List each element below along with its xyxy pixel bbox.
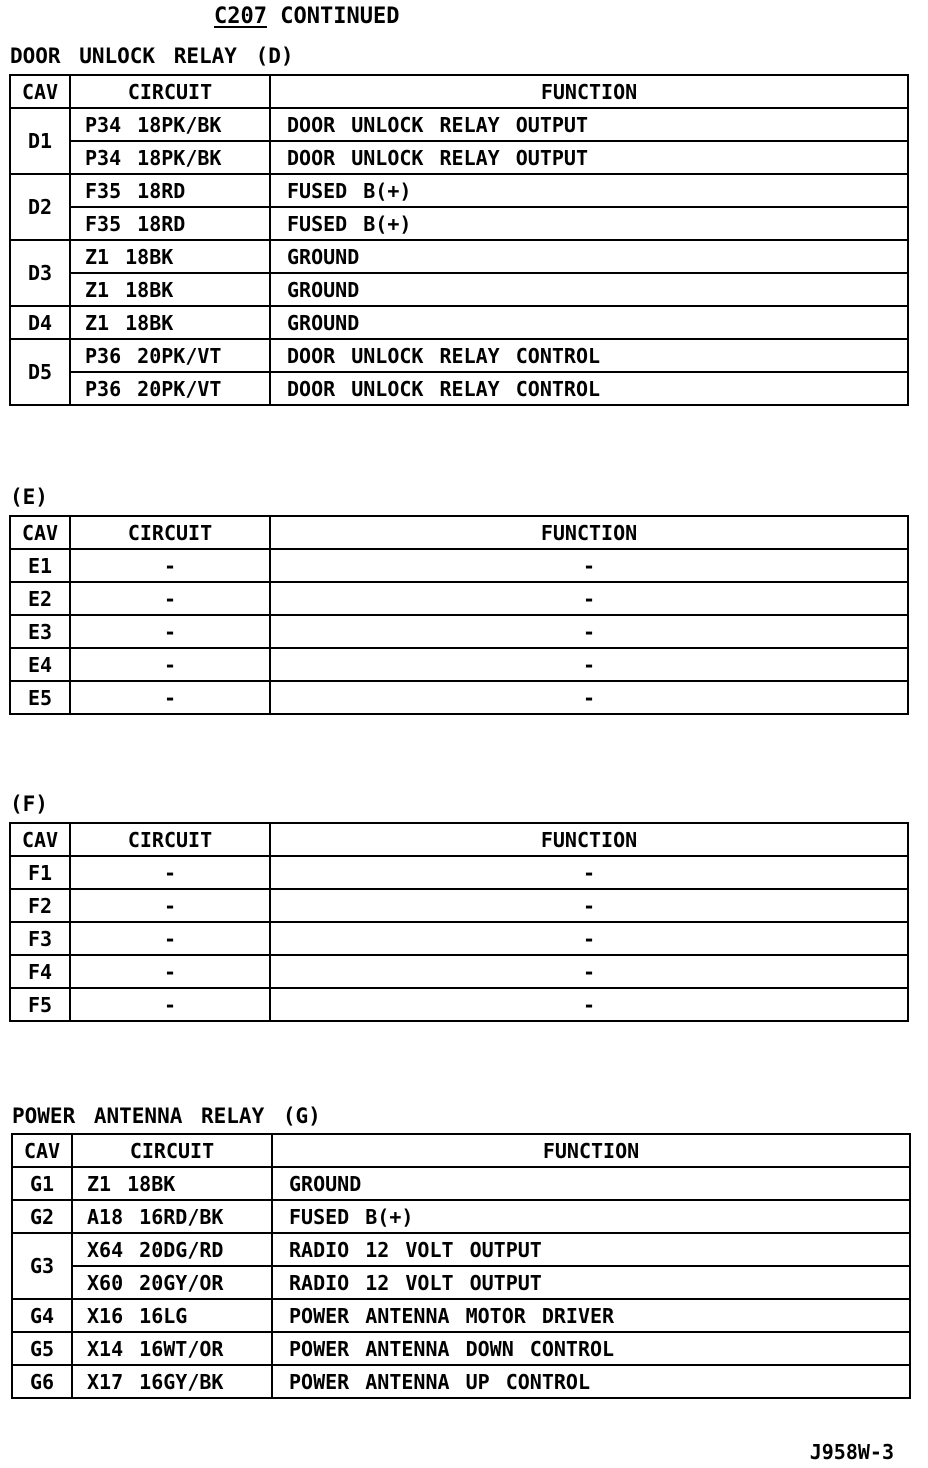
table-row xyxy=(10,339,908,372)
col-header-function: FUNCTION xyxy=(272,1134,910,1167)
pin-table-f xyxy=(9,822,909,1022)
cav-cell: F2 xyxy=(10,889,70,922)
cav-cell: D1 xyxy=(10,108,70,174)
circuit-cell: - xyxy=(70,549,270,582)
cav-cell: D5 xyxy=(10,339,70,405)
table-row xyxy=(12,1266,910,1299)
table-row xyxy=(10,681,908,714)
function-cell: FUSED B(+) xyxy=(270,207,908,240)
section-title-g: POWER ANTENNA RELAY (G) xyxy=(12,1104,321,1128)
col-header-cav: CAV xyxy=(10,823,70,856)
table-row xyxy=(12,1200,910,1233)
table-row xyxy=(10,207,908,240)
col-header-cav: CAV xyxy=(12,1134,72,1167)
function-cell: GROUND xyxy=(270,306,908,339)
table-row xyxy=(10,856,908,889)
table-header-row xyxy=(10,823,908,856)
function-cell: - xyxy=(270,856,908,889)
table-row xyxy=(10,615,908,648)
function-cell: - xyxy=(270,582,908,615)
cav-cell: E3 xyxy=(10,615,70,648)
circuit-cell: - xyxy=(70,922,270,955)
figure-code: J958W-3 xyxy=(809,1440,894,1464)
function-cell: RADIO 12 VOLT OUTPUT xyxy=(272,1266,910,1299)
col-header-cav: CAV xyxy=(10,516,70,549)
table-row xyxy=(10,306,908,339)
table-row xyxy=(10,108,908,141)
function-cell: DOOR UNLOCK RELAY OUTPUT xyxy=(270,141,908,174)
section-title-d: DOOR UNLOCK RELAY (D) xyxy=(10,44,294,68)
function-cell: POWER ANTENNA DOWN CONTROL xyxy=(272,1332,910,1365)
function-cell: FUSED B(+) xyxy=(270,174,908,207)
function-cell: DOOR UNLOCK RELAY CONTROL xyxy=(270,339,908,372)
table-row xyxy=(12,1233,910,1266)
table-row xyxy=(10,922,908,955)
circuit-cell: X14 16WT/OR xyxy=(72,1332,272,1365)
table-row xyxy=(10,955,908,988)
function-cell: GROUND xyxy=(270,273,908,306)
table-header-row xyxy=(10,75,908,108)
circuit-cell: X17 16GY/BK xyxy=(72,1365,272,1398)
col-header-circuit: CIRCUIT xyxy=(70,823,270,856)
function-cell: - xyxy=(270,648,908,681)
table-row xyxy=(10,988,908,1021)
cav-cell: G3 xyxy=(12,1233,72,1299)
circuit-cell: - xyxy=(70,856,270,889)
table-row xyxy=(10,240,908,273)
pin-table-g xyxy=(11,1133,911,1399)
function-cell: - xyxy=(270,549,908,582)
section-title-e: (E) xyxy=(10,485,48,509)
function-cell: - xyxy=(270,681,908,714)
function-cell: - xyxy=(270,922,908,955)
circuit-cell: P34 18PK/BK xyxy=(70,141,270,174)
cav-cell: E4 xyxy=(10,648,70,681)
col-header-function: FUNCTION xyxy=(270,75,908,108)
table-row xyxy=(10,889,908,922)
circuit-cell: - xyxy=(70,889,270,922)
page-title xyxy=(214,4,399,29)
circuit-cell: - xyxy=(70,615,270,648)
table-row xyxy=(12,1365,910,1398)
function-cell: - xyxy=(270,988,908,1021)
circuit-cell: - xyxy=(70,988,270,1021)
circuit-cell: Z1 18BK xyxy=(72,1167,272,1200)
table-row xyxy=(10,648,908,681)
function-cell: DOOR UNLOCK RELAY OUTPUT xyxy=(270,108,908,141)
cav-cell: E1 xyxy=(10,549,70,582)
circuit-cell: P36 20PK/VT xyxy=(70,372,270,405)
cav-cell: D2 xyxy=(10,174,70,240)
cav-cell: G1 xyxy=(12,1167,72,1200)
cav-cell: F5 xyxy=(10,988,70,1021)
table-header-row xyxy=(12,1134,910,1167)
circuit-cell: X16 16LG xyxy=(72,1299,272,1332)
table-row xyxy=(10,549,908,582)
col-header-function: FUNCTION xyxy=(270,823,908,856)
function-cell: POWER ANTENNA MOTOR DRIVER xyxy=(272,1299,910,1332)
pin-table-d xyxy=(9,74,909,406)
function-cell: RADIO 12 VOLT OUTPUT xyxy=(272,1233,910,1266)
circuit-cell: P34 18PK/BK xyxy=(70,108,270,141)
function-cell: GROUND xyxy=(270,240,908,273)
circuit-cell: - xyxy=(70,648,270,681)
circuit-cell: X60 20GY/OR xyxy=(72,1266,272,1299)
col-header-circuit: CIRCUIT xyxy=(70,516,270,549)
circuit-cell: Z1 18BK xyxy=(70,306,270,339)
function-cell: - xyxy=(270,615,908,648)
table-row xyxy=(12,1332,910,1365)
cav-cell: G4 xyxy=(12,1299,72,1332)
col-header-circuit: CIRCUIT xyxy=(70,75,270,108)
table-row xyxy=(12,1299,910,1332)
circuit-cell: Z1 18BK xyxy=(70,240,270,273)
table-row xyxy=(12,1167,910,1200)
function-cell: POWER ANTENNA UP CONTROL xyxy=(272,1365,910,1398)
function-cell: GROUND xyxy=(272,1167,910,1200)
table-row xyxy=(10,141,908,174)
circuit-cell: - xyxy=(70,955,270,988)
cav-cell: G6 xyxy=(12,1365,72,1398)
cav-cell: F4 xyxy=(10,955,70,988)
circuit-cell: F35 18RD xyxy=(70,207,270,240)
pin-table-e xyxy=(9,515,909,715)
col-header-circuit: CIRCUIT xyxy=(72,1134,272,1167)
circuit-cell: - xyxy=(70,681,270,714)
cav-cell: G5 xyxy=(12,1332,72,1365)
cav-cell: F3 xyxy=(10,922,70,955)
table-row xyxy=(10,174,908,207)
function-cell: DOOR UNLOCK RELAY CONTROL xyxy=(270,372,908,405)
circuit-cell: A18 16RD/BK xyxy=(72,1200,272,1233)
cav-cell: E5 xyxy=(10,681,70,714)
connector-id: C207 xyxy=(214,4,267,29)
function-cell: - xyxy=(270,955,908,988)
cav-cell: G2 xyxy=(12,1200,72,1233)
cav-cell: D3 xyxy=(10,240,70,306)
col-header-function: FUNCTION xyxy=(270,516,908,549)
cav-cell: D4 xyxy=(10,306,70,339)
cav-cell: F1 xyxy=(10,856,70,889)
circuit-cell: X64 20DG/RD xyxy=(72,1233,272,1266)
circuit-cell: F35 18RD xyxy=(70,174,270,207)
section-title-f: (F) xyxy=(10,792,48,816)
continued-label: CONTINUED xyxy=(280,4,400,29)
cav-cell: E2 xyxy=(10,582,70,615)
table-header-row xyxy=(10,516,908,549)
circuit-cell: - xyxy=(70,582,270,615)
function-cell: - xyxy=(270,889,908,922)
circuit-cell: P36 20PK/VT xyxy=(70,339,270,372)
table-row xyxy=(10,273,908,306)
circuit-cell: Z1 18BK xyxy=(70,273,270,306)
function-cell: FUSED B(+) xyxy=(272,1200,910,1233)
table-row xyxy=(10,582,908,615)
col-header-cav: CAV xyxy=(10,75,70,108)
table-row xyxy=(10,372,908,405)
